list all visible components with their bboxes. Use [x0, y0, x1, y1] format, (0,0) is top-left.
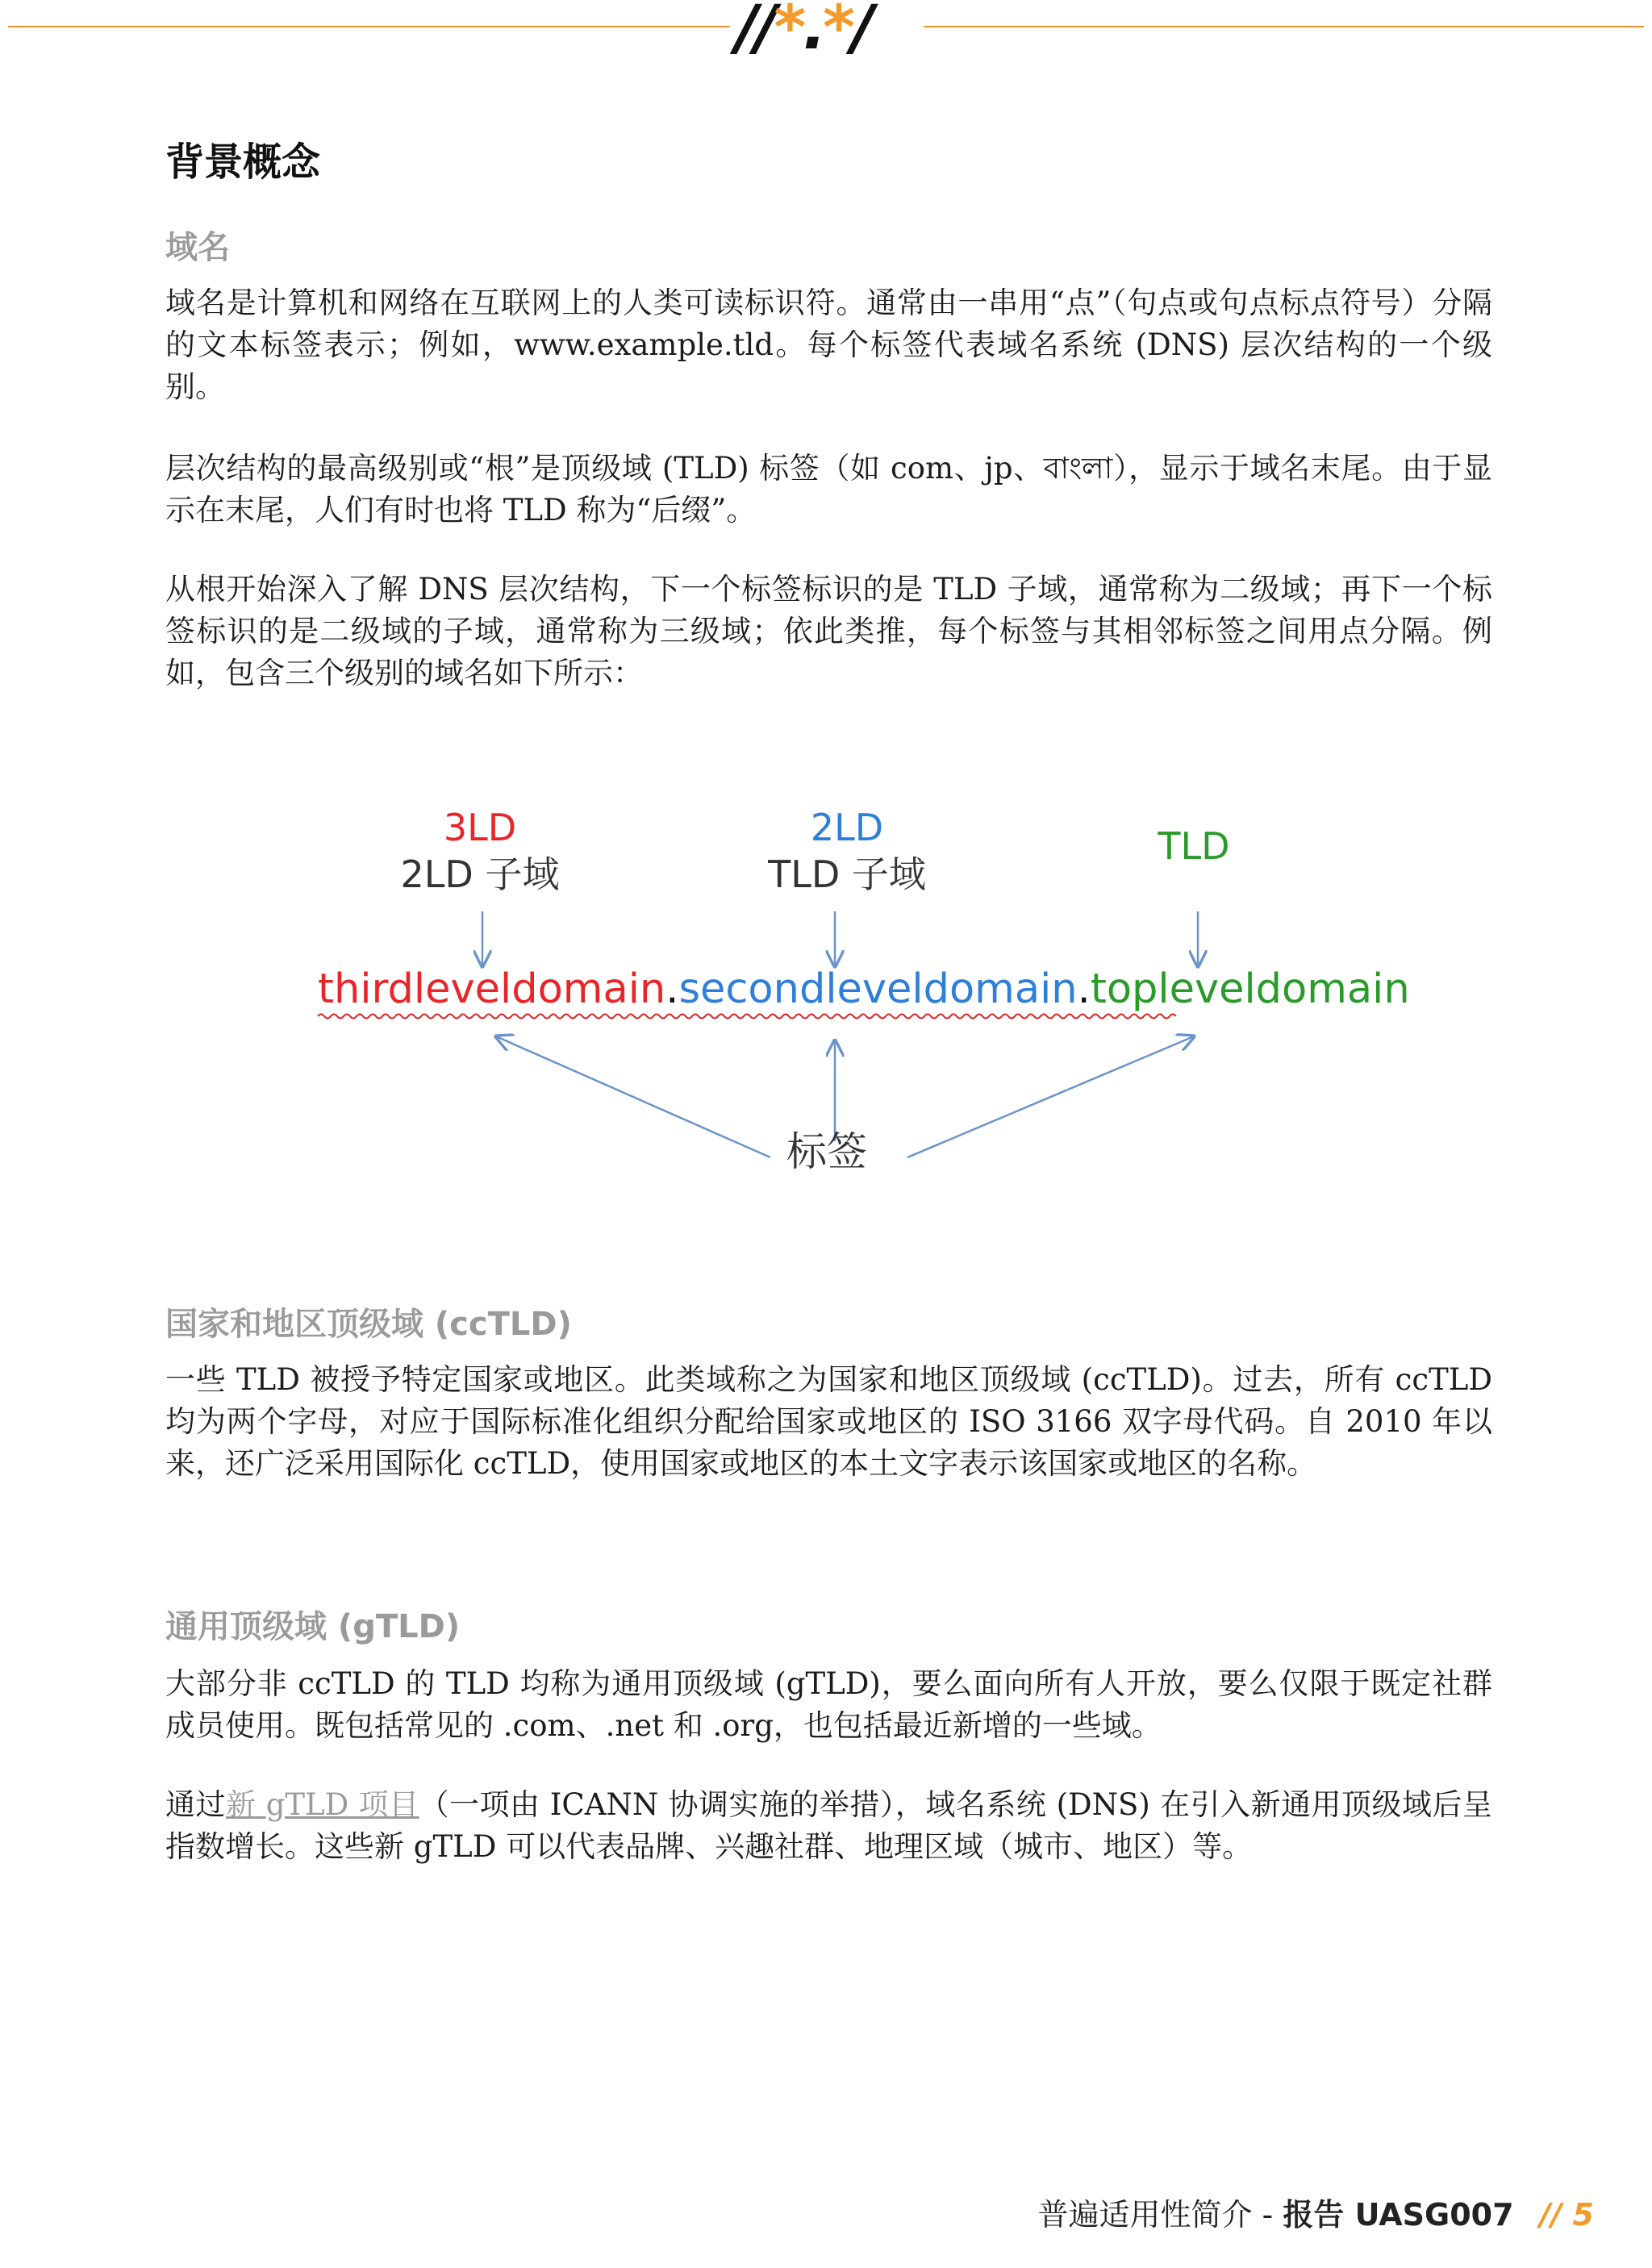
page-footer	[1037, 2190, 1594, 2234]
paragraph-tld-root: 层次结构的最高级别或“根”是顶级域 (TLD) 标签（如 com、jp、বাংলা），显示于域名末尾。由于显示在末尾，人们有时也将 TLD 称为“后缀”。	[165, 451, 1492, 527]
label-2ld-subdomain: 2LD 子域	[400, 853, 560, 896]
domain-part-second: secondleveldomain	[678, 965, 1078, 1013]
label-3ld: 3LD	[443, 806, 517, 849]
paragraph-new-gtld	[165, 1784, 1492, 1868]
arrow-label-right	[907, 1036, 1194, 1157]
section-title: 背景概念	[165, 140, 321, 185]
page-header	[0, 0, 1652, 65]
footer-title: 普遍适用性简介 -	[1037, 2197, 1283, 2233]
domain-levels-diagram	[298, 798, 1410, 1186]
domain-part-top: topleveldomain	[1090, 965, 1410, 1013]
label-tld-subdomain: TLD 子域	[768, 853, 926, 896]
domain-dot-1: .	[665, 965, 679, 1013]
label-2ld: 2LD	[810, 806, 884, 849]
new-gtld-text-before: 通过	[165, 1787, 226, 1822]
spellcheck-underline	[318, 1015, 1176, 1019]
heading-gtld: 通用顶级域 (gTLD)	[165, 1608, 461, 1645]
uasg-logo: //*.*/	[736, 0, 871, 63]
paragraph-dns-hierarchy: 从根开始深入了解 DNS 层次结构，下一个标签标识的是 TLD 子域，通常称为二级域；再下一个标签标识的是二级域的子域，通常称为三级域；依此类推，每个标签与其相邻标签之间用点分隔。例如，包含三个级别的域名如下所示：	[165, 572, 1492, 690]
paragraph-domain-definition: 域名是计算机和网络在互联网上的人类可读标识符。通常由一串用“点”（句点或句点标点符号）分隔的文本标签表示；例如，www.example.tld。每个标签代表域名系统 (DNS) 层次结构的一个级别。	[165, 286, 1492, 404]
label-tag: 标签	[786, 1128, 867, 1175]
arrow-label-left	[496, 1036, 770, 1157]
page-number: // 5	[1539, 2197, 1594, 2233]
footer-report-id: 报告 UASG007	[1283, 2197, 1514, 2233]
heading-domain-name: 域名	[165, 229, 230, 266]
label-tld: TLD	[1158, 824, 1230, 868]
domain-part-third: thirdleveldomain	[318, 965, 666, 1013]
paragraph-cctld: 一些 TLD 被授予特定国家或地区。此类域称之为国家和地区顶级域 (ccTLD)。过去，所有 ccTLD 均为两个字母，对应于国际标准化组织分配给国家或地区的 ISO 3166 双字母代码。自 2010 年以来，还广泛采用国际化 ccTLD，使用国家或地区的本土文字表示该国家或地区的名称。	[165, 1362, 1492, 1481]
header-rule-right	[924, 26, 1644, 27]
new-gtld-text-after: （一项由 ICANN 协调实施的举措），域名系统 (DNS) 在引入新通用顶级域后呈指数增长。这些新 gTLD 可以代表品牌、兴趣社群、地理区域（城市、地区）等。	[165, 1787, 1493, 1864]
domain-dot-2: .	[1077, 965, 1091, 1013]
new-gtld-program-link[interactable]: 新 gTLD 项目	[225, 1787, 419, 1822]
paragraph-gtld: 大部分非 ccTLD 的 TLD 均称为通用顶级域 (gTLD)，要么面向所有人开放，要么仅限于既定社群成员使用。既包括常见的 .com、.net 和 .org，也包括最近新增的一些域。	[165, 1666, 1492, 1743]
header-rule-left	[8, 26, 730, 27]
heading-cctld: 国家和地区顶级域 (ccTLD)	[165, 1306, 572, 1343]
example-domain-name	[318, 965, 1410, 1013]
